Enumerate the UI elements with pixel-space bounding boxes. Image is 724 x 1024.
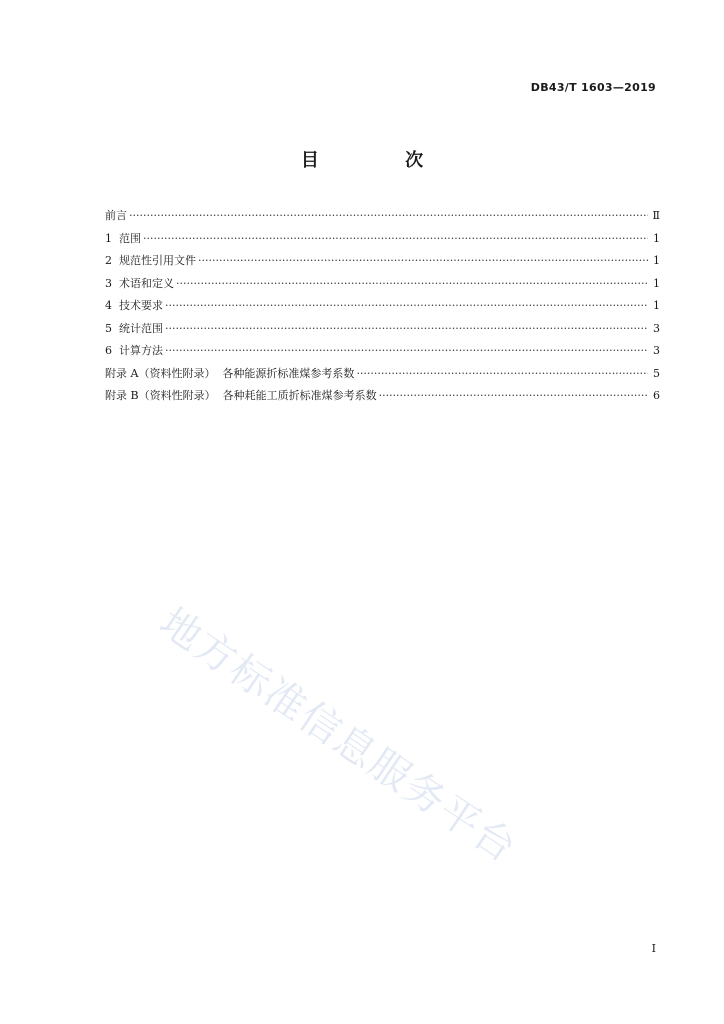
toc-entry-terms-definitions[interactable] <box>105 273 660 296</box>
toc-entry-label: 附录 B（资料性附录） 各种耗能工质折标准煤参考系数 <box>105 389 377 402</box>
toc-leader-dots <box>129 205 648 228</box>
toc-leader-dots <box>165 318 648 341</box>
toc-entry-statistical-scope[interactable] <box>105 318 660 341</box>
toc-leader-dots <box>356 363 648 386</box>
toc-entry-page: 1 <box>653 254 660 267</box>
toc-title: 目 次 <box>300 150 464 171</box>
document-code: DB43/T 1603—2019 <box>530 81 656 94</box>
toc-entry-page: 1 <box>653 231 660 245</box>
toc-leader-dots <box>379 385 648 408</box>
toc-leader-dots <box>165 340 648 363</box>
toc-entry-preface[interactable] <box>105 205 660 228</box>
toc-entry-label: 2 规范性引用文件 <box>105 254 196 267</box>
toc-entry-page: Ⅱ <box>652 209 660 222</box>
toc-entry-label: 4 技术要求 <box>105 299 163 312</box>
toc-entry-page: 1 <box>653 276 660 290</box>
toc-entry-technical-requirements[interactable] <box>105 295 660 318</box>
toc-entry-appendix-a[interactable] <box>105 363 660 386</box>
toc-entry-label: 前言 <box>105 209 127 222</box>
toc-entry-page: 6 <box>653 389 660 402</box>
toc-entry-page: 3 <box>653 344 660 357</box>
toc-entry-label: 5 统计范围 <box>105 321 163 335</box>
toc-entry-calculation-method[interactable] <box>105 340 660 363</box>
toc-entry-scope[interactable] <box>105 228 660 251</box>
watermark: 地方标准信息服务平台 <box>151 599 526 873</box>
toc-leader-dots <box>176 273 648 296</box>
toc-entry-label: 6 计算方法 <box>105 344 163 357</box>
toc-entry-label: 附录 A（资料性附录） 各种能源折标准煤参考系数 <box>105 366 355 380</box>
toc-entry-normative-references[interactable] <box>105 250 660 273</box>
toc-entry-page: 1 <box>653 299 660 312</box>
table-of-contents <box>105 205 660 408</box>
toc-entry-page: 5 <box>653 366 660 380</box>
toc-leader-dots <box>143 228 648 251</box>
toc-entry-label: 1 范围 <box>105 231 141 245</box>
toc-entry-page: 3 <box>653 321 660 335</box>
toc-leader-dots <box>198 250 648 273</box>
page-number: I <box>651 942 656 955</box>
toc-entry-label: 3 术语和定义 <box>105 276 174 290</box>
toc-leader-dots <box>165 295 648 318</box>
toc-entry-appendix-b[interactable] <box>105 385 660 408</box>
